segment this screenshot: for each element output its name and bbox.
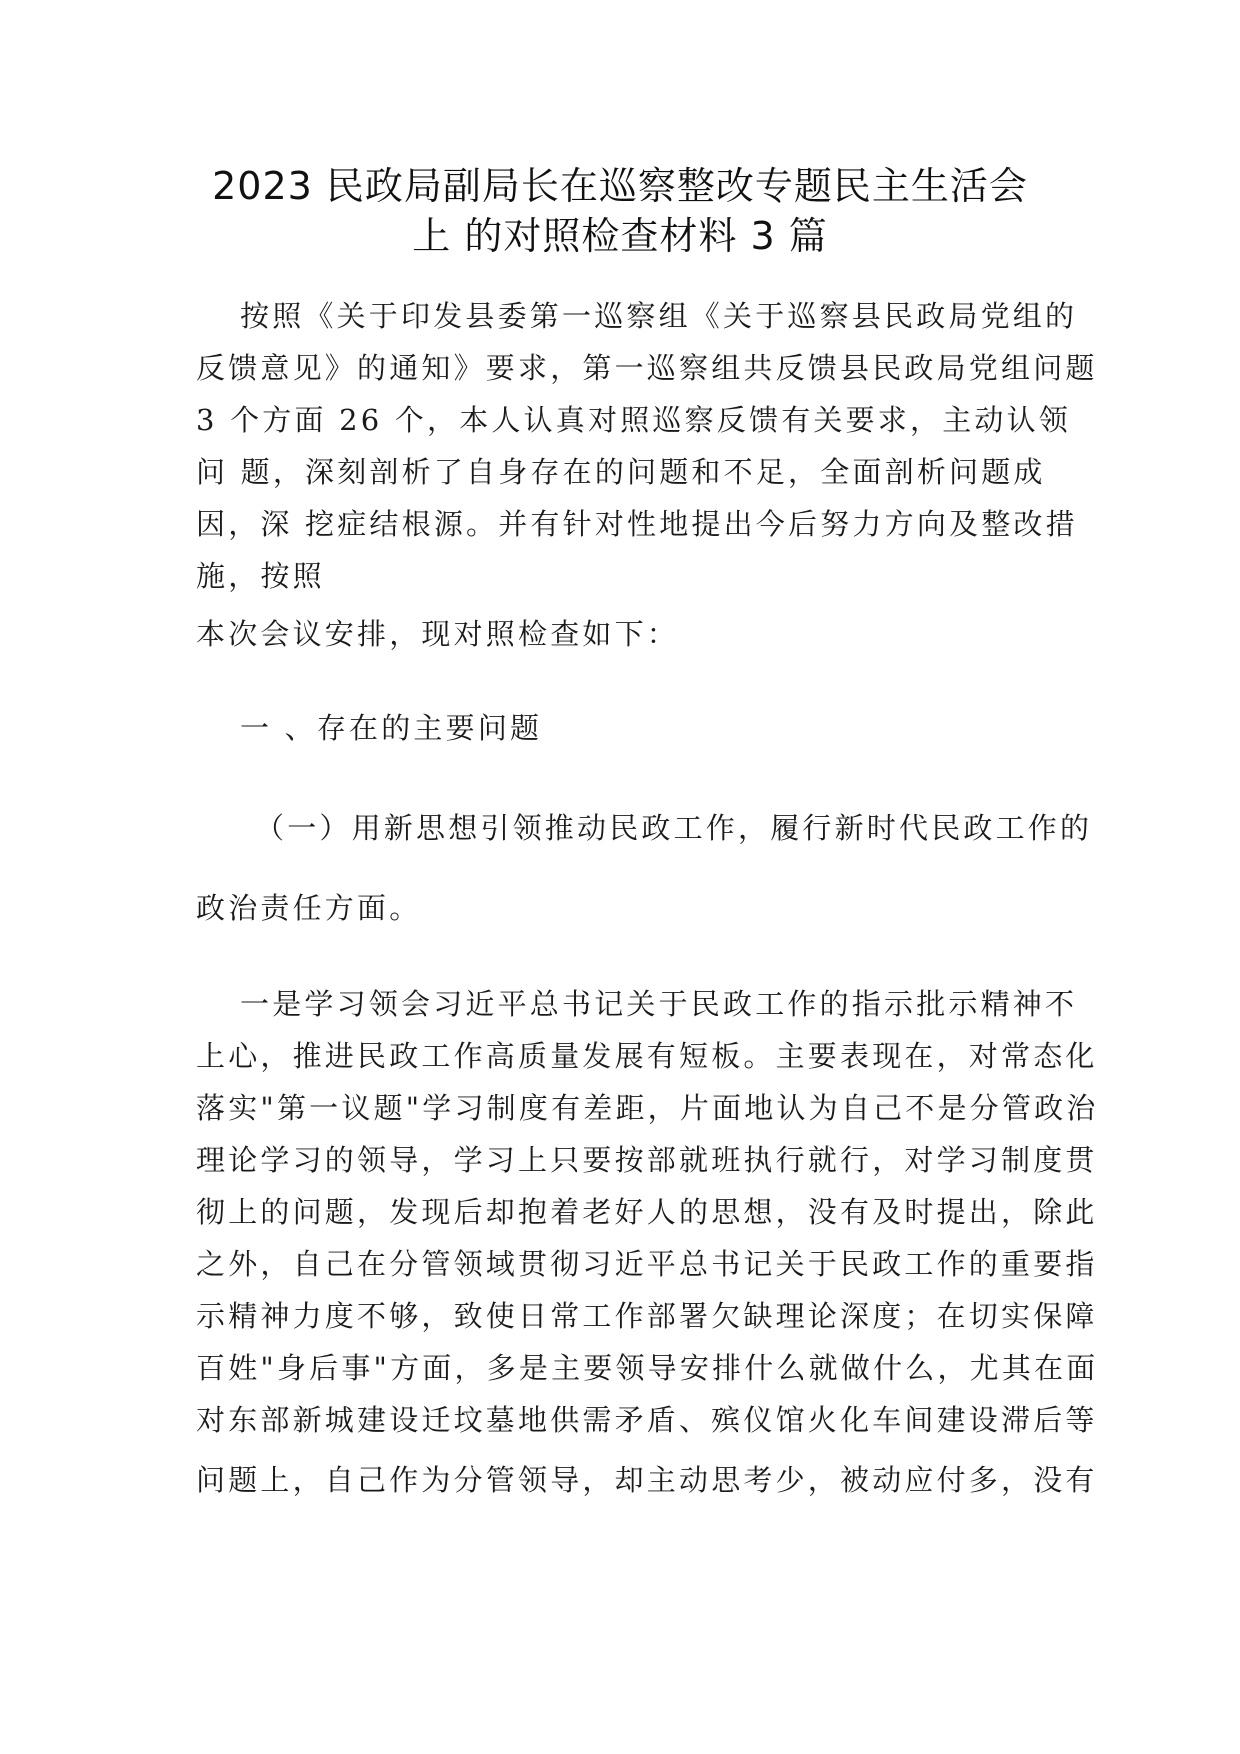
paragraph-line: 问 题，深刻剖析了自身存在的问题和不足，全面剖析问题成 — [196, 455, 1046, 489]
paragraph-line: 一是学习领会习近平总书记关于民政工作的指示批示精神不 — [240, 987, 1078, 1021]
paragraph-line: 3 个方面 26 个，本人认真对照巡察反馈有关要求，主动认领 — [196, 403, 1072, 437]
paragraph-line: 理论学习的领导，学习上只要按部就班执行就行，对学习制度贯 — [196, 1143, 1098, 1177]
document-title-line-2: 上 的对照检查材料 3 篇 — [412, 214, 828, 258]
paragraph-line: 之外，自己在分管领域贯彻习近平总书记关于民政工作的重要指 — [196, 1247, 1098, 1281]
paragraph-line: 本次会议安排，现对照检查如下： — [196, 617, 680, 651]
paragraph-line: 施，按照 — [196, 559, 325, 593]
paragraph-line: 问题上，自己作为分管领导，却主动思考少，被动应付多，没有 — [196, 1463, 1098, 1497]
paragraph-line: 对东部新城建设迁坟墓地供需矛盾、殡仪馆火化车间建设滞后等 — [196, 1403, 1098, 1437]
subsection-heading: （一）用新思想引领推动民政工作，履行新时代民政工作的 — [255, 811, 1093, 845]
paragraph-line: 上心，推进民政工作高质量发展有短板。主要表现在，对常态化 — [196, 1039, 1098, 1073]
paragraph-line: 示精神力度不够，致使日常工作部署欠缺理论深度；在切实保障 — [196, 1299, 1098, 1333]
section-heading: 一 、存在的主要问题 — [240, 711, 543, 745]
paragraph-line: 按照《关于印发县委第一巡察组《关于巡察县民政局党组的 — [240, 299, 1078, 333]
paragraph-line: 反馈意见》的通知》要求，第一巡察组共反馈县民政局党组问题 — [196, 351, 1098, 385]
paragraph-line: 因，深 挖症结根源。并有针对性地提出今后努力方向及整改措 — [196, 507, 1078, 541]
paragraph-line: 百姓"身后事"方面，多是主要领导安排什么就做什么，尤其在面 — [196, 1351, 1099, 1385]
document-title-line-1: 2023 民政局副局长在巡察整改专题民主生活会 — [212, 164, 1028, 208]
paragraph-line: 彻上的问题，发现后却抱着老好人的思想，没有及时提出，除此 — [196, 1195, 1098, 1229]
subsection-heading-continued: 政治责任方面。 — [196, 891, 422, 925]
paragraph-line: 落实"第一议题"学习制度有差距，片面地认为自己不是分管政治 — [196, 1091, 1099, 1125]
